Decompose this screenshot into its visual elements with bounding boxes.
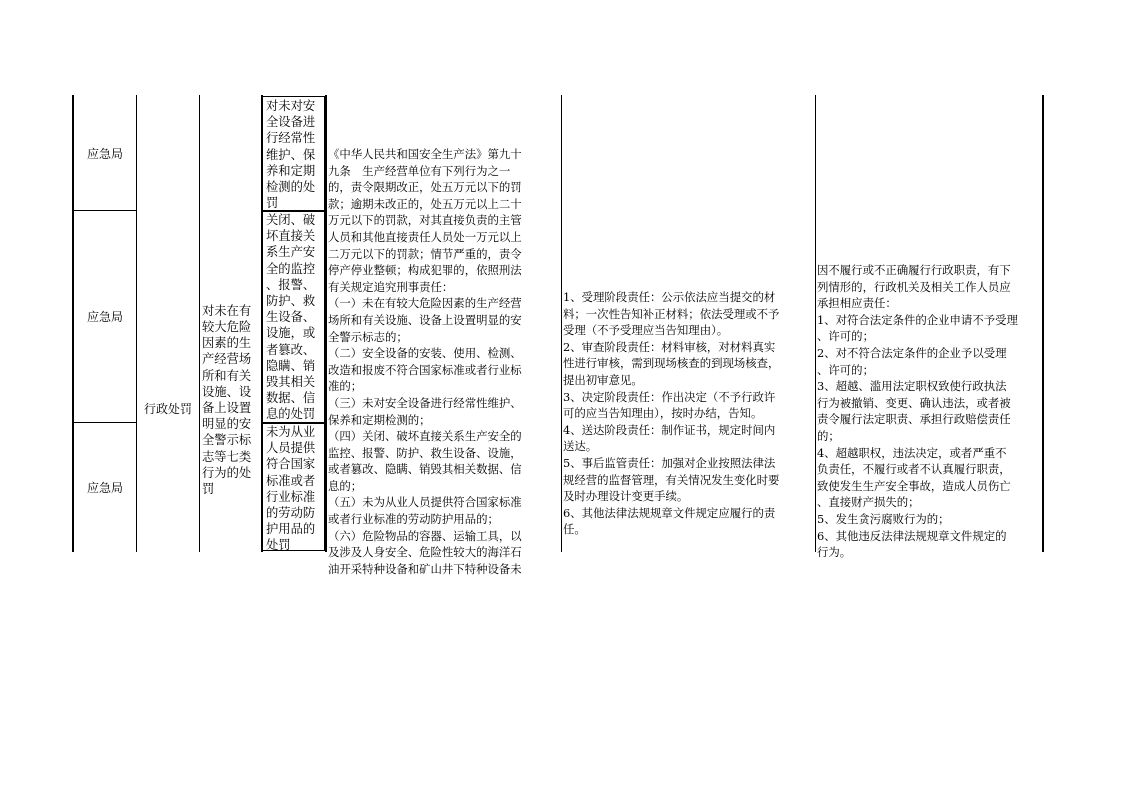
- table-border-right: [1042, 95, 1044, 552]
- agency-cell: [74, 423, 136, 551]
- agency-cell: [74, 211, 136, 422]
- main-item-cell: [202, 96, 260, 552]
- sub-item-text: 对未对安 全设备进 行经常性 维护、保 养和定期 检测的处 罚: [266, 99, 316, 211]
- legal-basis-text: 《中华人民共和国安全生产法》第九十 九条 生产经营单位有下列行为之一 的，责令限期改正，处五万元以下的罚 款；逾期未改正的，处五万元以上二十 万元以下的罚款，对其直接负责的主管 人员和其他直接责任人员处一万元以上 二万元以下的罚款；情节严重的，责令 停产停业整顿；构成犯罪的，依照刑法 有关规定追究刑事责任： （一）未在有较大危险因素的生产经营 场所和有关设施、设备上设置明显的安 全警示标志的； （二）安全设备的安装、使用、检测、 改造和报废不符合国家标准或者行业标 准的； （三）未对安全设备进行经常性维护、 保养和定期检测的； （四）关闭、破坏直接关系生产安全的 监控、报警、防护、救生设备、设施， 或者篡改、隐瞒、销毁其相关数据、信 息的； （五）未为从业人员提供符合国家标准 或者行业标准的劳动防护用品的； （六）危险物品的容器、运输工具，以 及涉及人身安全、危险性较大的海洋石 油开采特种设备和矿山井下特种设备未: [328, 147, 522, 576]
- agency-label: 应急局: [86, 146, 123, 161]
- agency-label: 应急局: [86, 480, 123, 495]
- column-divider: [325, 95, 327, 552]
- category-label: 行政处罚: [143, 401, 192, 416]
- responsibility-text: 1、受理阶段责任：公示依法应当提交的材 料；一次性告知补正材料；依法受理或不予 受理（不予受理应当告知理由）。 2、审查阶段责任：材料审核，对材料真实 性进行审核，需到现场核查的到现场核查， 提出初审意见。 3、决定阶段责任：作出决定（不予行政许 可的应当告知理由），按时办结，告知。 4、送达阶段责任：制作证书，规定时间内 送达。 5、事后监管责任：加强对企业按照法律法 规经营的监督管理，有关情况发生变化时要 及时办理设计变更手续。 6、其他法律法规规章文件规定应履行的责 任。: [563, 290, 780, 537]
- sub-item-text: 关闭、破 坏直接关 系生产安 全的监控 、报警、 防护、救 生设备、 设施，或 者篡改、 隐瞒、销 毁其相关 数据、信 息的处罚: [266, 213, 316, 422]
- accountability-text: 因不履行或不正确履行行政职责，有下 列情形的，行政机关及相关工作人员应 承担相应责任： 1、对符合法定条件的企业申请不予受理 、许可的； 2、对不符合法定条件的企业予以受理 、许可的； 3、超越、滥用法定职权致使行政执法 行为被撤销、变更、确认违法，或者被 责令履行法定职责、承担行政赔偿责任 的； 4、超越职权，违法决定，或者严重不 负责任，不履行或者不认真履行职责， 致使发生生产安全事故，造成人员伤亡 、直接财产损失的； 5、发生贪污腐败行为的； 6、其他违反法律法规规章文件规定的 行为。: [817, 263, 1018, 560]
- column-divider: [815, 95, 816, 552]
- agency-label: 应急局: [86, 310, 123, 324]
- sub-item-text: 未为从业 人员提供 符合国家 标准或者 行业标准 的劳动防 护用品的 处罚: [266, 425, 316, 553]
- column-divider: [199, 95, 200, 552]
- category-cell: [137, 96, 199, 720]
- column-divider: [561, 95, 562, 552]
- agency-cell: [74, 96, 136, 210]
- main-item-text: 对未在有 较大危险 因素的生 产经营场 所和有关 设施、设 备上设置 明显的安 全警示标 志等七类 行为的处 罚: [202, 303, 252, 497]
